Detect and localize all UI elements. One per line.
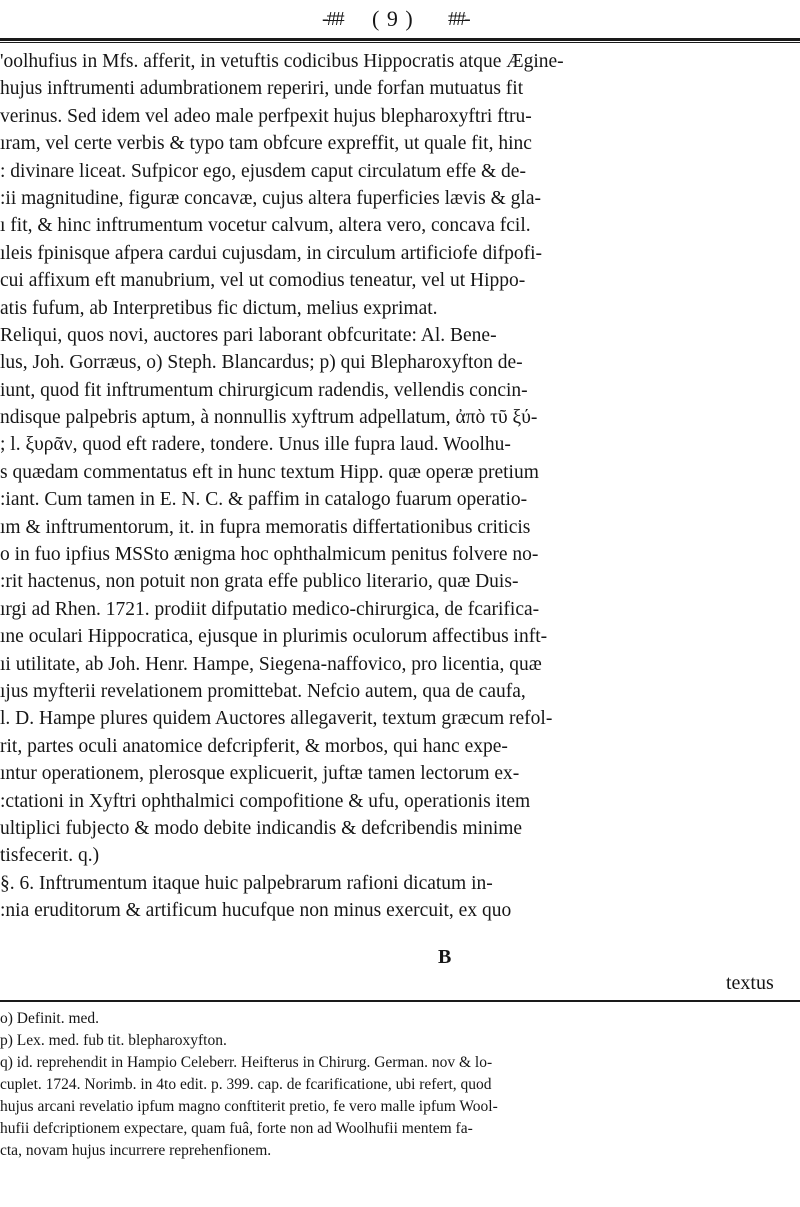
- footnote-line: hujus arcani revelatio ipfum magno conftiterit pretio, fe vero malle ipfum Wool-: [0, 1098, 498, 1115]
- footnote-line: hufii defcriptionem expectare, quam fuâ, forte non ad Woolhufii mentem fa-: [0, 1120, 473, 1137]
- text-line: ıi utilitate, ab Joh. Henr. Hampe, Siegena-naffovico, pro licentia, quæ: [0, 653, 542, 675]
- text-line: 'oolhufius in Mfs. afferit, in vetuftis codicibus Hippocratis atque Ægine-: [0, 51, 564, 72]
- text-line: ultiplici fubjecto & modo debite indicandis & defcribendis minime: [0, 817, 523, 839]
- text-line: ım & inftrumentorum, it. in fupra memoratis differtationibus criticis: [0, 516, 531, 538]
- text-line: atis fufum, ab Interpretibus fic dictum, melius exprimat.: [0, 297, 438, 319]
- text-line: :ctationi in Xyftri ophthalmici compofitione & ufu, operationis item: [0, 790, 531, 812]
- text-line: :iant. Cum tamen in E. N. C. & paffim in catalogo fuarum operatio-: [0, 489, 528, 511]
- text-line: ırgi ad Rhen. 1721. prodiit difputatio medico-chirurgica, de fcarifica-: [0, 598, 540, 620]
- text-line: ı fit, & hinc inftrumentum vocetur calvum, altera vero, concava fcil.: [0, 215, 531, 237]
- signature-mark: B: [438, 946, 452, 968]
- footnote-line: p) Lex. med. fub tit. blepharoxyfton.: [0, 1032, 227, 1049]
- text-line: :rit hactenus, non potuit non grata effe publico literario, quæ Duis-: [0, 571, 519, 593]
- text-line: Reliqui, quos novi, auctores pari laborant obfcuritate: Al. Bene-: [0, 324, 497, 346]
- footnote-line: o) Definit. med.: [0, 1010, 100, 1027]
- footnotes: [0, 1008, 800, 1162]
- text-line: ıleis fpinisque afpera cardui cujusdam, in circulum artificiofe difpofi-: [0, 242, 543, 264]
- text-line: ıne oculari Hippocratica, ejusque in plurimis oculorum affectibus inft-: [0, 626, 548, 648]
- text-line: §. 6. Inftrumentum itaque huic palpebrarum rafioni dicatum in-: [0, 872, 493, 894]
- page-header: [0, 2, 800, 42]
- catchword: textus: [726, 972, 774, 994]
- text-line: s quædam commentatus eft in hunc textum Hipp. quæ operæ pretium: [0, 461, 539, 483]
- footnote-line: q) id. reprehendit in Hampio Celeberr. Heifterus in Chirurg. German. nov & lo-: [0, 1054, 493, 1071]
- text-line: :ii magnitudine, figuræ concavæ, cujus altera fuperficies lævis & gla-: [0, 187, 541, 209]
- text-line: verinus. Sed idem vel adeo male perfpexit hujus blepharoxyftri ftru-: [0, 105, 532, 127]
- text-line: ıram, vel certe verbis & typo tam obfcure expreffit, ut quale fit, hinc: [0, 133, 532, 155]
- footnote-line: cuplet. 1724. Norimb. in 4to edit. p. 399. cap. de fcarificatione, ubi refert, quod: [0, 1076, 492, 1093]
- text-line: hujus inftrumenti adumbrationem reperiri, unde forfan mutuatus fit: [0, 78, 524, 100]
- footnote-line: cta, novam hujus incurrere reprehenfionem.: [0, 1142, 272, 1159]
- text-line: iunt, quod fit inftrumentum chirurgicum radendis, vellendis concin-: [0, 379, 528, 401]
- text-line: lus, Joh. Gorræus, o) Steph. Blancardus; p) qui Blepharoxyfton de-: [0, 352, 523, 374]
- text-line: ıntur operationem, plerosque explicuerit, juftæ tamen lectorum ex-: [0, 763, 520, 785]
- footnote-rule: [0, 1000, 800, 1002]
- header-rule: [0, 38, 800, 43]
- text-line: ndisque palpebris aptum, à nonnullis xyftrum adpellatum, ἀπὸ τῦ ξύ-: [0, 407, 538, 429]
- text-line: : divinare liceat. Sufpicor ego, ejusdem caput circulatum effe & de-: [0, 160, 526, 182]
- text-line: l. D. Hampe plures quidem Auctores allegaverit, textum græcum refol-: [0, 708, 553, 730]
- main-text: [0, 48, 780, 925]
- page-number: ( 9 ): [372, 6, 414, 31]
- text-line: tisfecerit. q.): [0, 845, 100, 867]
- header-ornament-right: ##-: [448, 8, 469, 30]
- text-line: o in fuo ipfius MSSto ænigma hoc ophthalmicum penitus folvere no-: [0, 544, 539, 566]
- text-line: cui affixum eft manubrium, vel ut comodius teneatur, vel ut Hippo-: [0, 270, 526, 292]
- text-line: rit, partes oculi anatomice defcripferit, & morbos, qui hanc expe-: [0, 735, 508, 757]
- text-line: :nia eruditorum & artificum hucufque non minus exercuit, ex quo: [0, 900, 512, 922]
- text-line: ; l. ξυρᾶν, quod eft radere, tondere. Unus ille fupra laud. Woolhu-: [0, 434, 511, 456]
- text-line: ıjus myfterii revelationem promittebat. Nefcio autem, qua de caufa,: [0, 680, 526, 702]
- header-ornament-left: -##: [322, 8, 343, 30]
